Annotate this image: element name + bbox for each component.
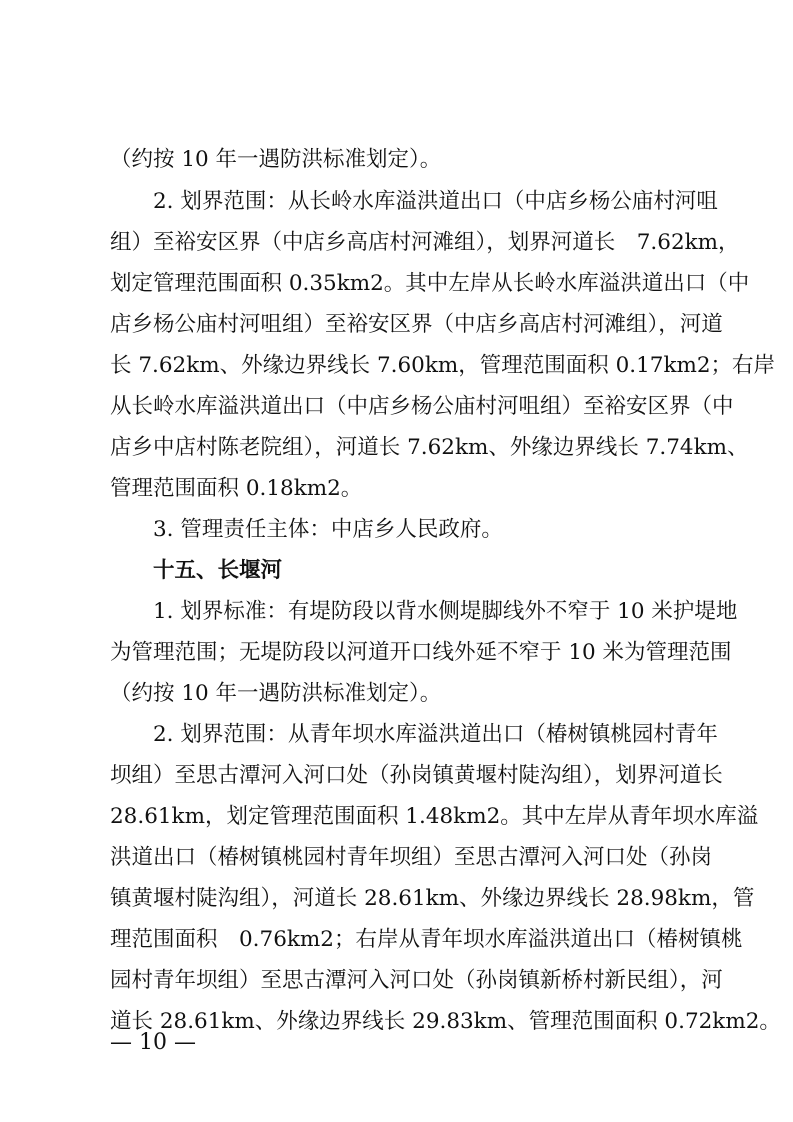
text-line: 管理范围面积 0.18km2。 bbox=[110, 476, 363, 501]
text-line: 2. 划界范围：从青年坝水库溢洪道出口（椿树镇桃园村青年 bbox=[110, 722, 718, 747]
text-line: 店乡杨公庙村河咀组）至裕安区界（中店乡高店村河滩组），河道 bbox=[110, 312, 723, 337]
text-line: 组）至裕安区界（中店乡高店村河滩组），划界河道长 7.62km， bbox=[110, 230, 740, 255]
text-line: 28.61km，划定管理范围面积 1.48km2。其中左岸从青年坝水库溢 bbox=[110, 804, 759, 829]
section-heading: 十五、长堰河 bbox=[110, 558, 283, 583]
text-line: 店乡中店村陈老院组），河道长 7.62km、外缘边界线长 7.74km、 bbox=[110, 435, 749, 460]
text-line: 洪道出口（椿树镇桃园村青年坝组）至思古潭河入河口处（孙岗 bbox=[110, 845, 713, 870]
text-line: 从长岭水库溢洪道出口（中店乡杨公庙村河咀组）至裕安区界（中 bbox=[110, 394, 734, 419]
text-line: 3. 管理责任主体：中店乡人民政府。 bbox=[110, 517, 503, 542]
text-line: 坝组）至思古潭河入河口处（孙岗镇黄堰村陡沟组），划界河道长 bbox=[110, 763, 723, 788]
text-line: 2. 划界范围：从长岭水库溢洪道出口（中店乡杨公庙村河咀 bbox=[110, 189, 718, 214]
text-line: 1. 划界标准：有堤防段以背水侧堤脚线外不窄于 10 米护堤地 bbox=[110, 599, 738, 624]
text-line: 园村青年坝组）至思古潭河入河口处（孙岗镇新桥村新民组），河 bbox=[110, 968, 723, 993]
text-line: 长 7.62km、外缘边界线长 7.60km，管理范围面积 0.17km2；右岸 bbox=[110, 353, 776, 378]
text-line: 为管理范围；无堤防段以河道开口线外延不窄于 10 米为管理范围 bbox=[110, 640, 732, 665]
text-line: 理范围面积 0.76km2；右岸从青年坝水库溢洪道出口（椿树镇桃 bbox=[110, 927, 743, 952]
text-line: （约按 10 年一遇防洪标准划定）。 bbox=[110, 147, 442, 172]
text-line: 镇黄堰村陡沟组），河道长 28.61km、外缘边界线长 28.98km，管 bbox=[110, 886, 755, 911]
text-line: 划定管理范围面积 0.35km2。其中左岸从长岭水库溢洪道出口（中 bbox=[110, 271, 750, 296]
text-line: 道长 28.61km、外缘边界线长 29.83km、管理范围面积 0.72km2。 bbox=[110, 1009, 781, 1034]
text-line: （约按 10 年一遇防洪标准划定）。 bbox=[110, 681, 442, 706]
page-number: — 10 — bbox=[110, 1030, 196, 1055]
